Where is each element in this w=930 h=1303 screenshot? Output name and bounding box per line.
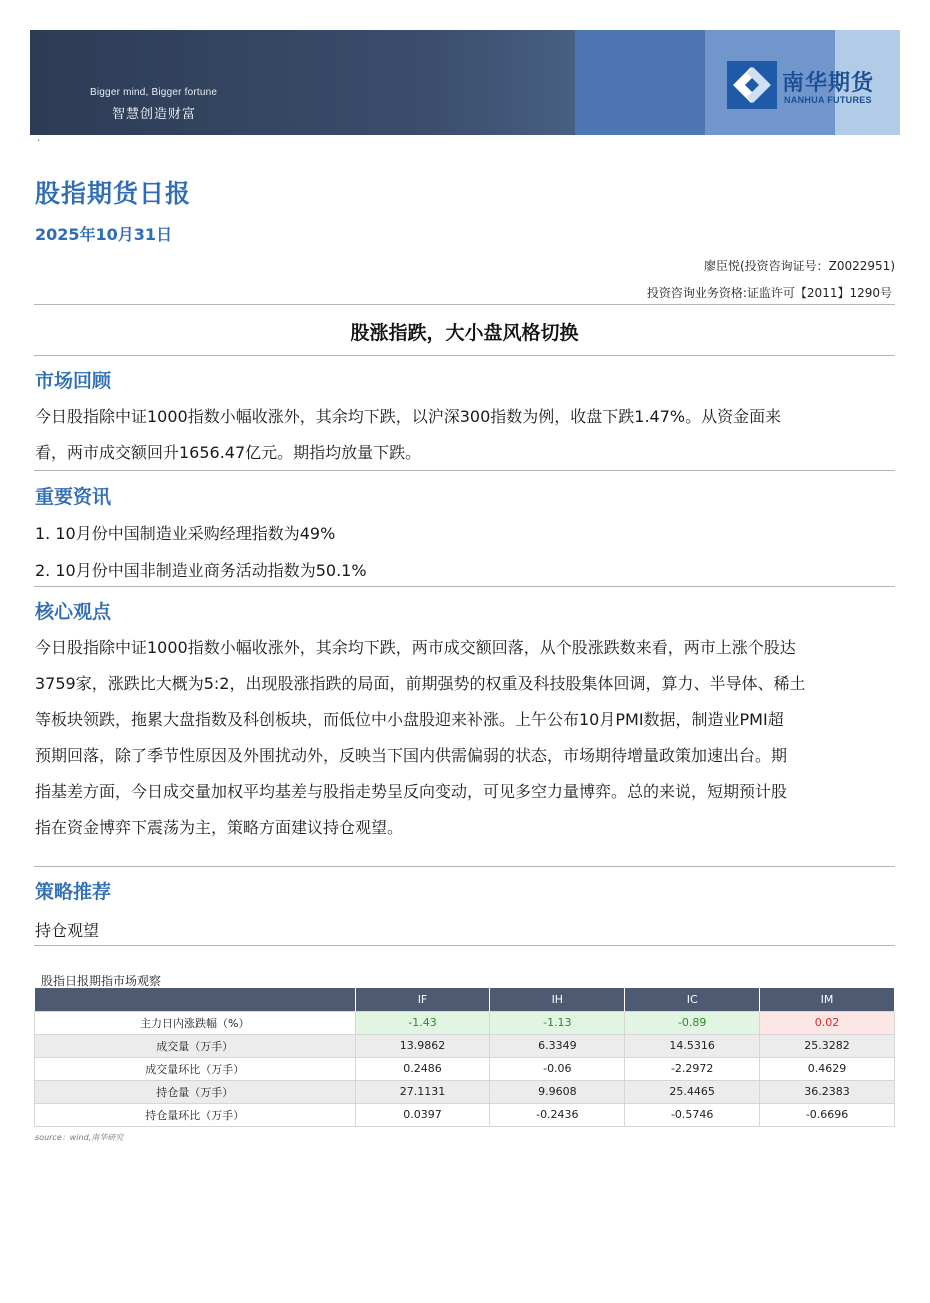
table-cell: 13.9862 xyxy=(355,1034,490,1057)
table-header-row xyxy=(35,988,895,1011)
row-label: 持仓量环比（万手） xyxy=(35,1103,356,1126)
nanhua-logo-icon xyxy=(727,61,777,109)
table-source: source：wind,南华研究 xyxy=(35,1133,124,1142)
table-cell: 25.3282 xyxy=(760,1034,895,1057)
divider xyxy=(34,304,895,305)
table-cell: -1.43 xyxy=(355,1011,490,1034)
table-cell: 14.5316 xyxy=(625,1034,760,1057)
banner-band xyxy=(575,30,705,135)
table-cell: -0.6696 xyxy=(760,1103,895,1126)
divider xyxy=(34,470,895,471)
author-line: 廖臣悦(投资咨询证号：Z0022951) xyxy=(703,259,895,273)
table-cell: -1.13 xyxy=(490,1011,625,1034)
table-row xyxy=(35,1057,895,1080)
table-row xyxy=(35,1011,895,1034)
row-label: 成交量环比（万手） xyxy=(35,1057,356,1080)
table-cell: -0.2436 xyxy=(490,1103,625,1126)
table-cell: 0.4629 xyxy=(760,1057,895,1080)
table-row xyxy=(35,1034,895,1057)
brand-name-english: NANHUA FUTURES xyxy=(784,95,872,105)
header-banner xyxy=(30,30,900,135)
table-cell: 25.4465 xyxy=(625,1080,760,1103)
slogan-chinese: 智慧创造财富 xyxy=(112,107,197,122)
column-header: IM xyxy=(760,988,895,1011)
table-cell: 36.2383 xyxy=(760,1080,895,1103)
table-cell: -0.89 xyxy=(625,1011,760,1034)
table-cell: 9.9608 xyxy=(490,1080,625,1103)
core-view-text xyxy=(35,630,895,846)
column-header xyxy=(35,988,356,1011)
table-row xyxy=(35,1080,895,1103)
table-cell: -0.06 xyxy=(490,1057,625,1080)
report-title: 股指期货日报 xyxy=(35,179,192,208)
section-title-strategy: 策略推荐 xyxy=(35,881,112,903)
row-label: 成交量（万手） xyxy=(35,1034,356,1057)
column-header: IC xyxy=(625,988,760,1011)
section-title-news: 重要资讯 xyxy=(35,486,112,508)
brand-name: 南华期货 xyxy=(782,71,875,96)
divider xyxy=(34,586,895,587)
paragraph-line: 指基差方面，今日成交量加权平均基差与股指走势呈反向变动，可见多空力量博弈。总的来说，短期预计股 xyxy=(35,782,788,801)
table-cell: 6.3349 xyxy=(490,1034,625,1057)
table-cell: 0.02 xyxy=(760,1011,895,1034)
news-item: 1. 10月份中国制造业采购经理指数为49% xyxy=(35,524,336,543)
paragraph-line: 今日股指除中证1000指数小幅收涨外，其余均下跌，以沪深300指数为例，收盘下跌1.47%。从资金面来 xyxy=(35,407,782,426)
strategy-text: 持仓观望 xyxy=(35,921,100,940)
table-caption: 股指日报期指市场观察 xyxy=(41,974,162,988)
row-label: 持仓量（万手） xyxy=(35,1080,356,1103)
row-label: 主力日内涨跌幅（%） xyxy=(35,1011,356,1034)
table-cell: 0.2486 xyxy=(355,1057,490,1080)
table-cell: -0.5746 xyxy=(625,1103,760,1126)
market-review-text xyxy=(35,399,895,471)
section-title-core-view: 核心观点 xyxy=(35,601,112,623)
paragraph-line: 等板块领跌，拖累大盘指数及科创板块，而低位中小盘股迎来补涨。上午公布10月PMI数据，制造业PMI超 xyxy=(35,710,784,729)
table-cell: 0.0397 xyxy=(355,1103,490,1126)
paragraph-line: 看，两市成交额回升1656.47亿元。期指均放量下跌。 xyxy=(35,443,422,462)
headline: 股涨指跌，大小盘风格切换 xyxy=(350,322,579,344)
divider xyxy=(34,355,895,356)
section-title-market-review: 市场回顾 xyxy=(35,370,112,392)
paragraph-line: 预期回落，除了季节性原因及外围扰动外，反映当下国内供需偏弱的状态，市场期待增量政策加速出台。期 xyxy=(35,746,788,765)
license-line: 投资咨询业务资格:证监许可【2011】1290号 xyxy=(646,286,892,300)
paragraph-line: 3759家，涨跌比大概为5:2，出现股涨指跌的局面，前期强势的权重及科技股集体回调，算力、半导体、稀土 xyxy=(35,674,806,693)
paragraph-line: 指在资金博弈下震荡为主，策略方面建议持仓观望。 xyxy=(35,818,404,837)
news-item: 2. 10月份中国非制造业商务活动指数为50.1% xyxy=(35,561,367,580)
market-observation-table xyxy=(34,988,895,1127)
table-cell: 27.1131 xyxy=(355,1080,490,1103)
marker-dot: · xyxy=(37,136,41,147)
divider xyxy=(34,945,895,946)
divider xyxy=(34,866,895,867)
paragraph-line: 今日股指除中证1000指数小幅收涨外，其余均下跌，两市成交额回落，从个股涨跌数来看，两市上涨个股达 xyxy=(35,638,796,657)
slogan-english: Bigger mind, Bigger fortune xyxy=(90,87,218,98)
report-date: 2025年10月31日 xyxy=(35,225,173,244)
table-row xyxy=(35,1103,895,1126)
column-header: IH xyxy=(490,988,625,1011)
column-header: IF xyxy=(355,988,490,1011)
table-cell: -2.2972 xyxy=(625,1057,760,1080)
